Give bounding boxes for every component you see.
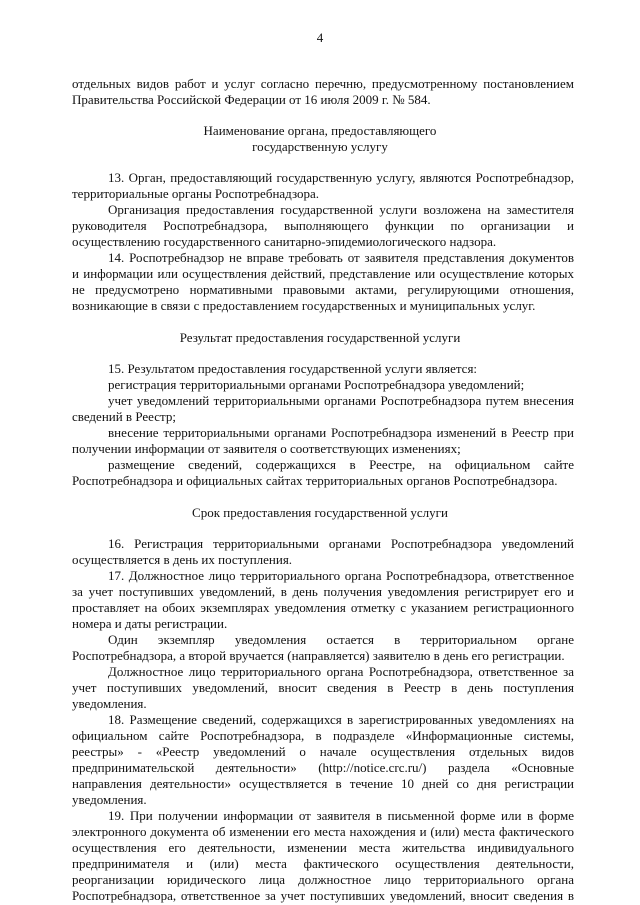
text-line: осуществлению государственного санитарно-эпидемиологического надзора. <box>72 234 497 249</box>
text-line: территориальные органы Роспотребнадзора. <box>72 186 320 201</box>
text-line: внесение территориальными органами Роспотребнадзора изменений в Реестр при <box>108 425 574 440</box>
text-line: 15. Результатом предоставления государственной услуги является: <box>108 361 478 376</box>
section-heading: государственную услугу <box>252 139 388 154</box>
text-line: 17. Должностное лицо территориального органа Роспотребнадзора, ответственное <box>108 568 574 583</box>
text-line: Роспотребнадзора, ответственное за учет поступивших уведомлений, вносит сведения в <box>72 888 574 903</box>
section-heading: Результат предоставления государственной услуги <box>179 330 461 345</box>
text-line: сведений в Реестр; <box>72 409 176 424</box>
text-line: 19. При получении информации от заявителя в письменной форме или в форме <box>108 808 574 823</box>
text-line: не предусмотрено нормативными правовыми актами, регулирующими отношения, <box>72 282 574 297</box>
section-heading: Срок предоставления государственной услуги <box>192 505 448 520</box>
text-line: Правительства Российской Федерации от 16 июля 2009 г. № 584. <box>72 92 431 107</box>
text-line: осуществления его деятельности, изменении места жительства индивидуального <box>72 840 574 855</box>
text-line: учет поступивших уведомлений, вносит сведения в Реестр в день поступления <box>72 680 574 695</box>
text-line: получении информации от заявителя о соответствующих изменениях; <box>72 441 461 456</box>
text-line: и информации или осуществления действий, представление или осуществление которых <box>72 266 574 281</box>
text-line: электронного документа об изменении его места нахождения и (или) места фактического <box>72 824 574 839</box>
text-line: предпринимателя и (или) места фактического осуществления деятельности, <box>72 856 574 871</box>
text-line: уведомления. <box>72 792 147 807</box>
text-line: реорганизации юридического лица должностное лицо территориального органа <box>72 872 574 887</box>
text-line: официальном сайте Роспотребнадзора, в подразделе «Информационные системы, <box>72 728 574 743</box>
section-heading: Наименование органа, предоставляющего <box>203 123 437 138</box>
text-line: размещение сведений, содержащихся в Реестре, на официальном сайте <box>108 457 574 472</box>
text-line: 14. Роспотребнадзор не вправе требовать от заявителя представления документов <box>108 250 574 265</box>
text-line: Один экземпляр уведомления остается в территориальном органе <box>108 632 574 647</box>
text-line: предпринимательской деятельности» (http://notice.crc.ru/) раздела «Основные <box>72 760 574 775</box>
text-line: отдельных видов работ и услуг согласно перечню, предусмотренному постановлением <box>72 76 574 91</box>
text-line: номера и даты регистрации. <box>72 616 228 631</box>
text-line: проставляет на обоих экземплярах уведомления отметку с указанием регистрационного <box>72 600 574 615</box>
text-line: Должностное лицо территориального органа Роспотребнадзора, ответственное за <box>108 664 574 679</box>
text-line: 16. Регистрация территориальными органами Роспотребнадзора уведомлений <box>108 536 574 551</box>
text-line: Роспотребнадзора, а второй вручается (направляется) заявителю в день его регистрации. <box>72 648 565 663</box>
text-line: возникающие в связи с предоставлением государственных и муниципальных услуг. <box>72 298 536 313</box>
text-line: осуществляется в день их поступления. <box>72 552 293 567</box>
page-number: 4 <box>316 30 324 45</box>
text-line: 18. Размещение сведений, содержащихся в зарегистрированных уведомлениях на <box>108 712 574 727</box>
text-line: учет уведомлений территориальными органами Роспотребнадзора путем внесения <box>108 393 574 408</box>
text-line: уведомления. <box>72 696 147 711</box>
text-line: Организация предоставления государственной услуги возложена на заместителя <box>108 202 574 217</box>
text-line: регистрация территориальными органами Роспотребнадзора уведомлений; <box>108 377 525 392</box>
text-line: 13. Орган, предоставляющий государственную услугу, являются Роспотребнадзор, <box>108 170 574 185</box>
text-line: реестры» - «Реестр уведомлений о начале осуществления отдельных видов <box>72 744 574 759</box>
text-line: Роспотребнадзора и официальных сайтах территориальных органов Роспотребнадзора. <box>72 473 558 488</box>
text-line: за учет поступивших уведомлений, в день получения уведомления регистрирует его и <box>72 584 574 599</box>
text-line: направления деятельности» осуществляется в течение 10 дней со дня регистрации <box>72 776 574 791</box>
text-line: руководителя Роспотребнадзора, выполняющего функции по организации и <box>72 218 574 233</box>
